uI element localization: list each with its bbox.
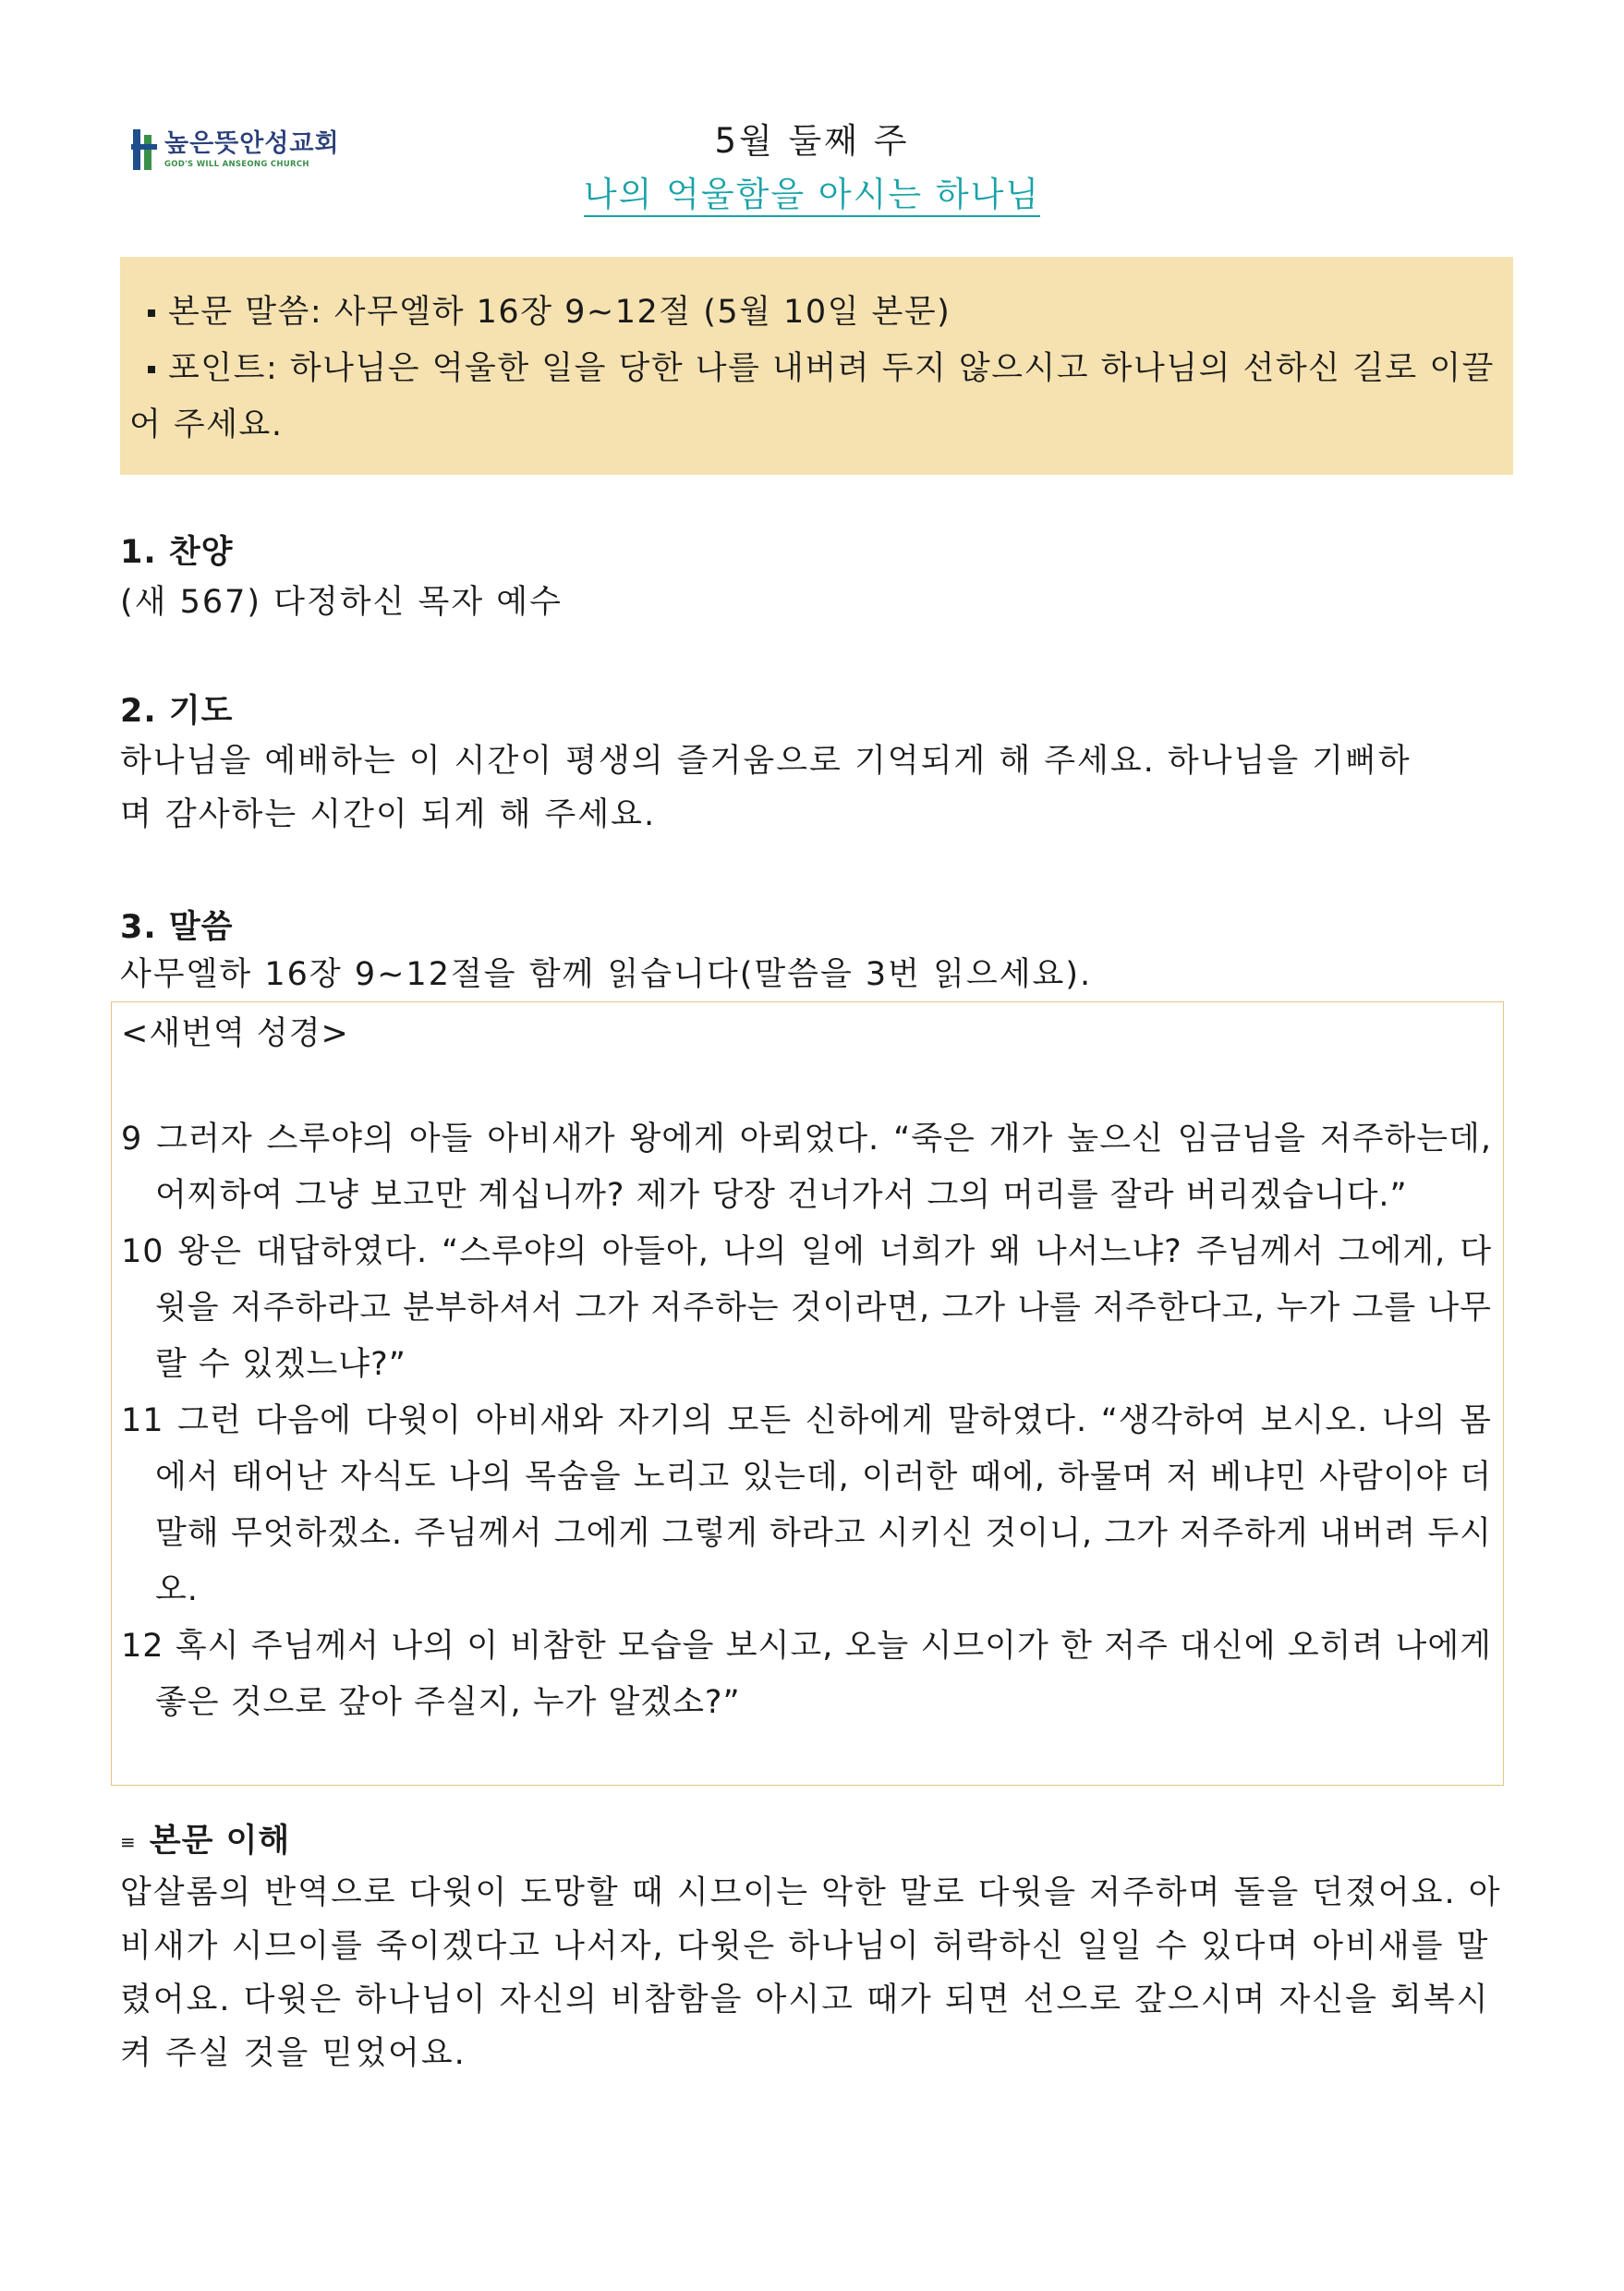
scripture-box xyxy=(111,1001,1504,1786)
prayer-heading: 2. 기도 xyxy=(120,693,234,730)
praise-heading: 1. 찬양 xyxy=(120,534,234,571)
logo-name: 높은뜻안성교회 xyxy=(164,128,340,158)
bible-version: <새번역 성경> xyxy=(121,1015,349,1052)
week-label: 5월 둘째 주 xyxy=(714,121,910,161)
summary-point-label: 포인트 xyxy=(168,350,266,387)
logo-english-name: GOD'S WILL ANSEONG CHURCH xyxy=(164,159,309,169)
summary-point-value: : 하나님은 억울한 일을 당한 나를 내버려 두지 않으시고 하나님의 선하신 길로 이끌어 주세요. xyxy=(129,350,1495,443)
verse-10: 10 왕은 대답하였다. “스루야의 아들아, 나의 일에 너희가 왜 나서느냐? 주님께서 그에게, 다윗을 저주하라고 분부하셔서 그가 저주하는 것이라면, 그가 나를 저주한다고, 누가 그를 나무랄 수 있겠느냐?” xyxy=(121,1233,1492,1383)
word-heading: 3. 말씀 xyxy=(120,909,234,946)
understanding-text: 압살롬의 반역으로 다윗이 도망할 때 시므이는 악한 말로 다윗을 저주하며 돌을 던졌어요. 아비새가 시므이를 죽이겠다고 나서자, 다윗은 하나님이 허락하신 일일 수 있다며 아비새를 말렸어요. 다윗은 하나님이 자신의 비참함을 아시고 때가 되면 선으로 갚으시며 자신을 회복시켜 주실 것을 믿었어요. xyxy=(120,1874,1502,2072)
summary-text-value: : 사무엘하 16장 9~12절 (5월 10일 본문) xyxy=(309,294,951,331)
verse-list xyxy=(121,1111,1492,1731)
summary-box xyxy=(120,257,1513,475)
understanding-heading: 본문 이해 xyxy=(149,1823,291,1860)
verse-11: 11 그런 다음에 다윗이 아비새와 자기의 모든 신하에게 말하였다. “생각하여 보시오. 나의 몸에서 태어난 자식도 나의 목숨을 노리고 있는데, 이러한 때에, 하물며 저 베냐민 사람이야 더 말해 무엇하겠소. 주님께서 그에게 그렇게 하라고 시키신 것이니, 그가 저주하게 내버려 두시오. xyxy=(121,1402,1492,1608)
prayer-text: 하나님을 예배하는 이 시간이 평생의 즐거움으로 기억되게 해 주세요. 하나님을 기뻐하며 감사하는 시간이 되게 해 주세요. xyxy=(120,743,1412,833)
verse-12: 12 혹시 주님께서 나의 이 비참한 모습을 보시고, 오늘 시므이가 한 저주 대신에 오히려 나에게 좋은 것으로 갚아 주실지, 누가 알겠소?” xyxy=(121,1628,1492,1721)
understanding-heading-row xyxy=(120,1815,290,1861)
summary-text-line xyxy=(129,285,1506,341)
square-bullet-icon xyxy=(148,366,155,373)
praise-song: (새 567) 다정하신 목자 예수 xyxy=(120,584,563,621)
summary-point-line xyxy=(129,341,1506,454)
summary-text-label: 본문 말씀 xyxy=(168,294,310,331)
verse-9: 9 그러자 스루야의 아들 아비새가 왕에게 아뢰었다. “죽은 개가 높으신 임금님을 저주하는데, 어찌하여 그냥 보고만 계십니까? 제가 당장 건너가서 그의 머리를 잘라 버리겠습니다.” xyxy=(121,1121,1492,1214)
word-instruction: 사무엘하 16장 9~12절을 함께 읽습니다(말씀을 3번 읽으세요). xyxy=(120,956,1093,993)
page-title-text: 나의 억울함을 아시는 하나님 xyxy=(584,175,1040,217)
page-title xyxy=(0,166,1624,216)
menu-lines-icon: ≡ xyxy=(120,1831,137,1853)
square-bullet-icon xyxy=(148,309,155,317)
